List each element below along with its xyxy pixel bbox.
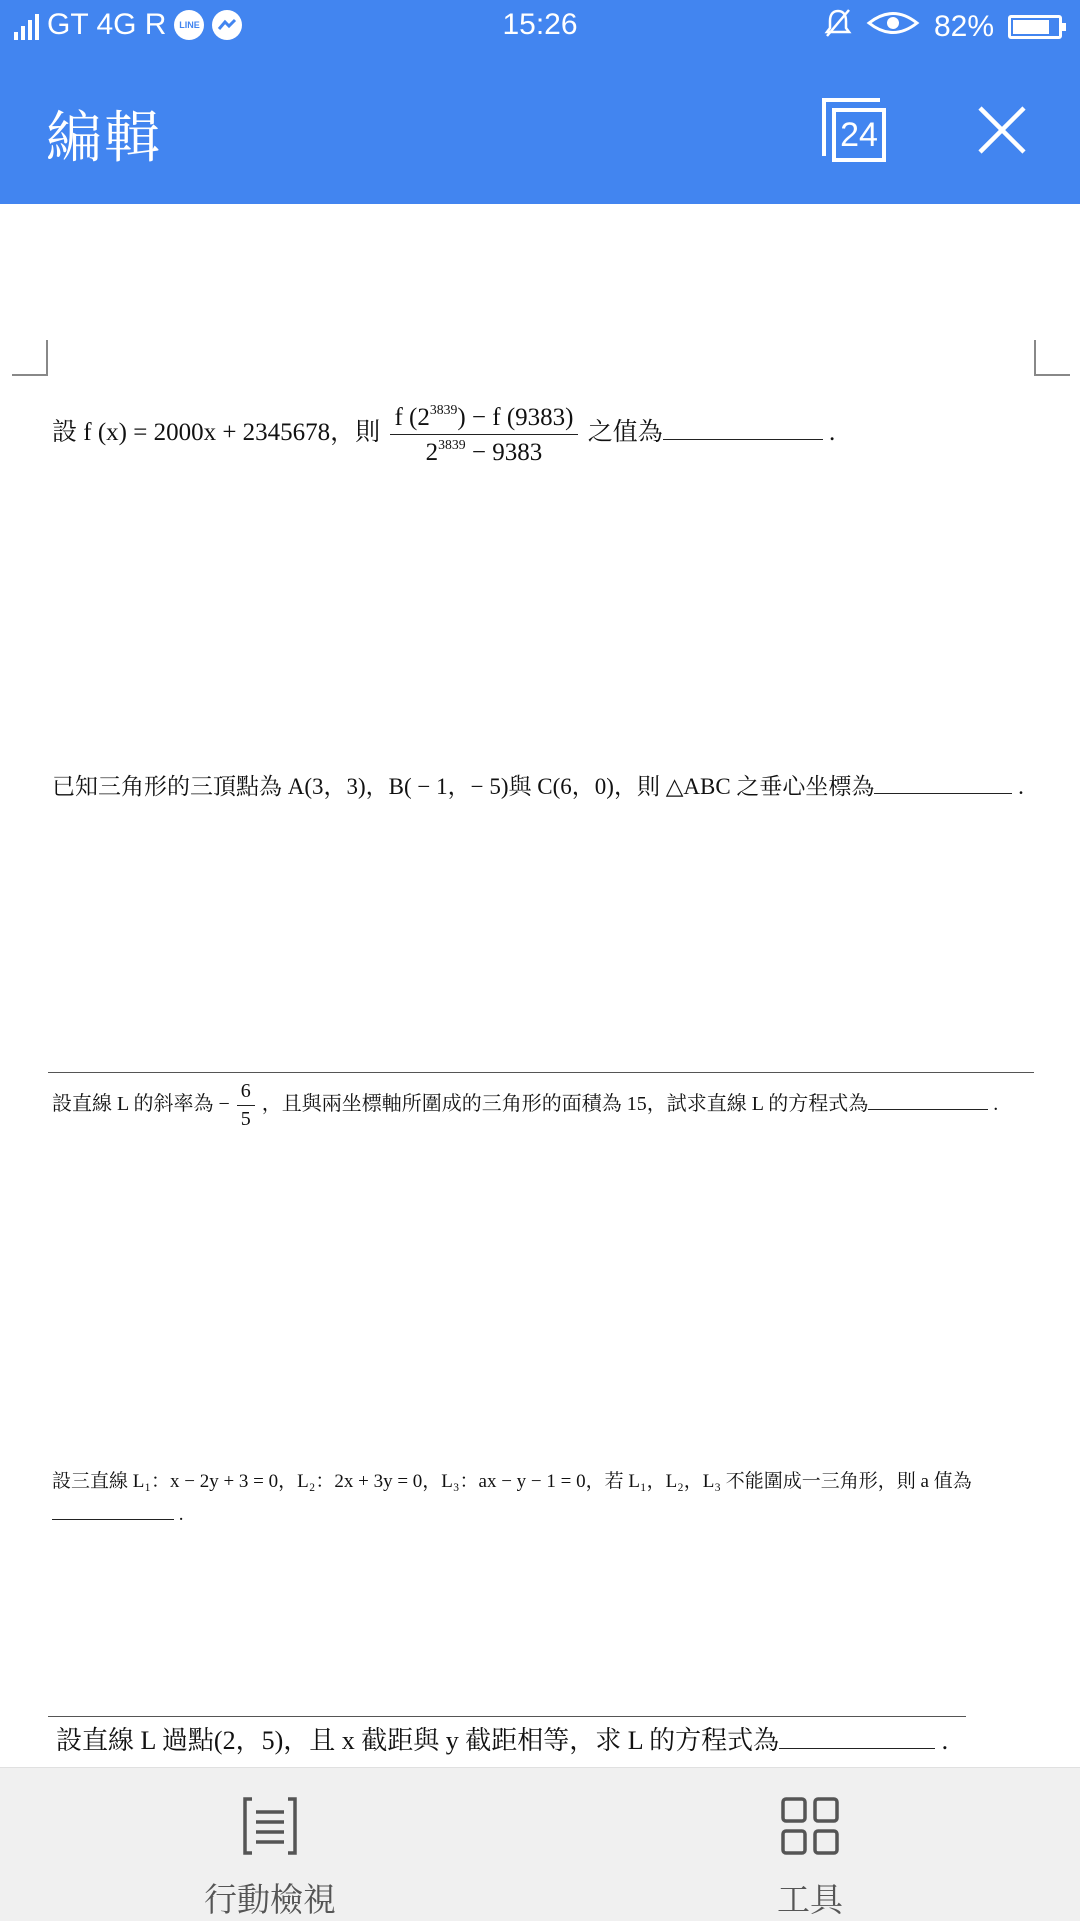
q1-den-b: − 9383 <box>465 439 543 466</box>
close-button[interactable] <box>972 100 1032 160</box>
carrier-label: GT 4G R <box>47 8 167 41</box>
q3-denominator: 5 <box>240 1108 251 1130</box>
tools-button[interactable] <box>610 1768 1010 1921</box>
q1-num-b: ) − f (9383) <box>457 404 574 431</box>
page-title: 編輯 <box>46 106 162 169</box>
question-4-continued <box>52 1500 184 1526</box>
q3-numerator: 6 <box>237 1080 255 1106</box>
document-page[interactable] <box>0 204 1080 1767</box>
close-icon <box>972 100 1032 160</box>
q1-fraction <box>390 402 577 467</box>
question-5 <box>56 1720 948 1757</box>
answer-blank <box>779 1722 935 1749</box>
q3-prefix: 設直線 L 的斜率為 − <box>52 1093 230 1116</box>
q4-end: . <box>178 1504 184 1525</box>
q1-numerator <box>390 402 577 435</box>
q1-den-a: 2 <box>425 439 439 466</box>
page-count: 24 <box>832 108 886 162</box>
q1-prefix: 設 f (x) = 2000x + 2345678，則 <box>52 419 381 447</box>
answer-blank <box>52 1500 174 1520</box>
pages-button[interactable] <box>822 98 888 164</box>
mobile-view-button[interactable] <box>70 1768 470 1921</box>
battery-level <box>1013 20 1049 34</box>
question-3 <box>52 1080 998 1131</box>
q2-text: 已知三角形的三頂點為 A(3，3)，B( − 1，− 5)與 C(6，0)，則 △ABC 之垂心坐標為 <box>52 774 875 799</box>
q4-line1: 設三直線 L₁：x − 2y + 3 = 0，L₂：2x + 3y = 0，L₃：ax − y − 1 = 0，若 L₁，L₂，L₃ 不能圍成一三角形，則 a 值為 <box>52 1471 972 1492</box>
q1-num-a: f (2 <box>394 404 430 431</box>
bell-off-icon <box>824 8 852 46</box>
tools-label: 工具 <box>777 1881 843 1918</box>
crop-mark-left <box>12 340 48 376</box>
q3-suffix: ，且與兩坐標軸所圍成的三角形的面積為 15，試求直線 L 的方程式為 <box>261 1093 869 1116</box>
tools-grid-icon <box>780 1796 840 1856</box>
answer-blank <box>868 1089 988 1110</box>
battery-icon <box>1008 15 1062 39</box>
battery-percent: 82% <box>933 10 994 43</box>
app-bar <box>0 56 1080 204</box>
question-2 <box>52 768 1024 801</box>
q3-end: . <box>993 1093 999 1116</box>
answer-blank <box>663 414 823 440</box>
q1-denominator <box>390 435 577 467</box>
q1-suffix: 之值為 <box>587 419 663 447</box>
mobile-view-icon <box>242 1796 298 1856</box>
q5-end: . <box>941 1726 949 1755</box>
q5-text: 設直線 L 過點(2，5)，且 x 截距與 y 截距相等，求 L 的方程式為 <box>56 1726 780 1755</box>
q1-den-exp: 3839 <box>438 437 466 452</box>
clock: 15:26 <box>502 8 578 41</box>
divider <box>48 1716 966 1717</box>
eye-icon <box>866 10 920 44</box>
status-right <box>824 8 1062 46</box>
question-4 <box>52 1466 972 1493</box>
q1-num-exp: 3839 <box>429 402 458 417</box>
crop-mark-right <box>1034 340 1070 376</box>
q1-end: . <box>829 419 836 447</box>
divider <box>48 1072 1034 1073</box>
answer-blank <box>874 770 1012 794</box>
question-1 <box>52 402 835 467</box>
q3-fraction <box>237 1080 255 1131</box>
q2-end: . <box>1018 774 1024 799</box>
mobile-view-label: 行動檢視 <box>204 1881 336 1918</box>
bottom-toolbar <box>0 1767 1080 1921</box>
line-icon: LINE <box>174 10 204 40</box>
status-bar <box>0 0 1080 56</box>
